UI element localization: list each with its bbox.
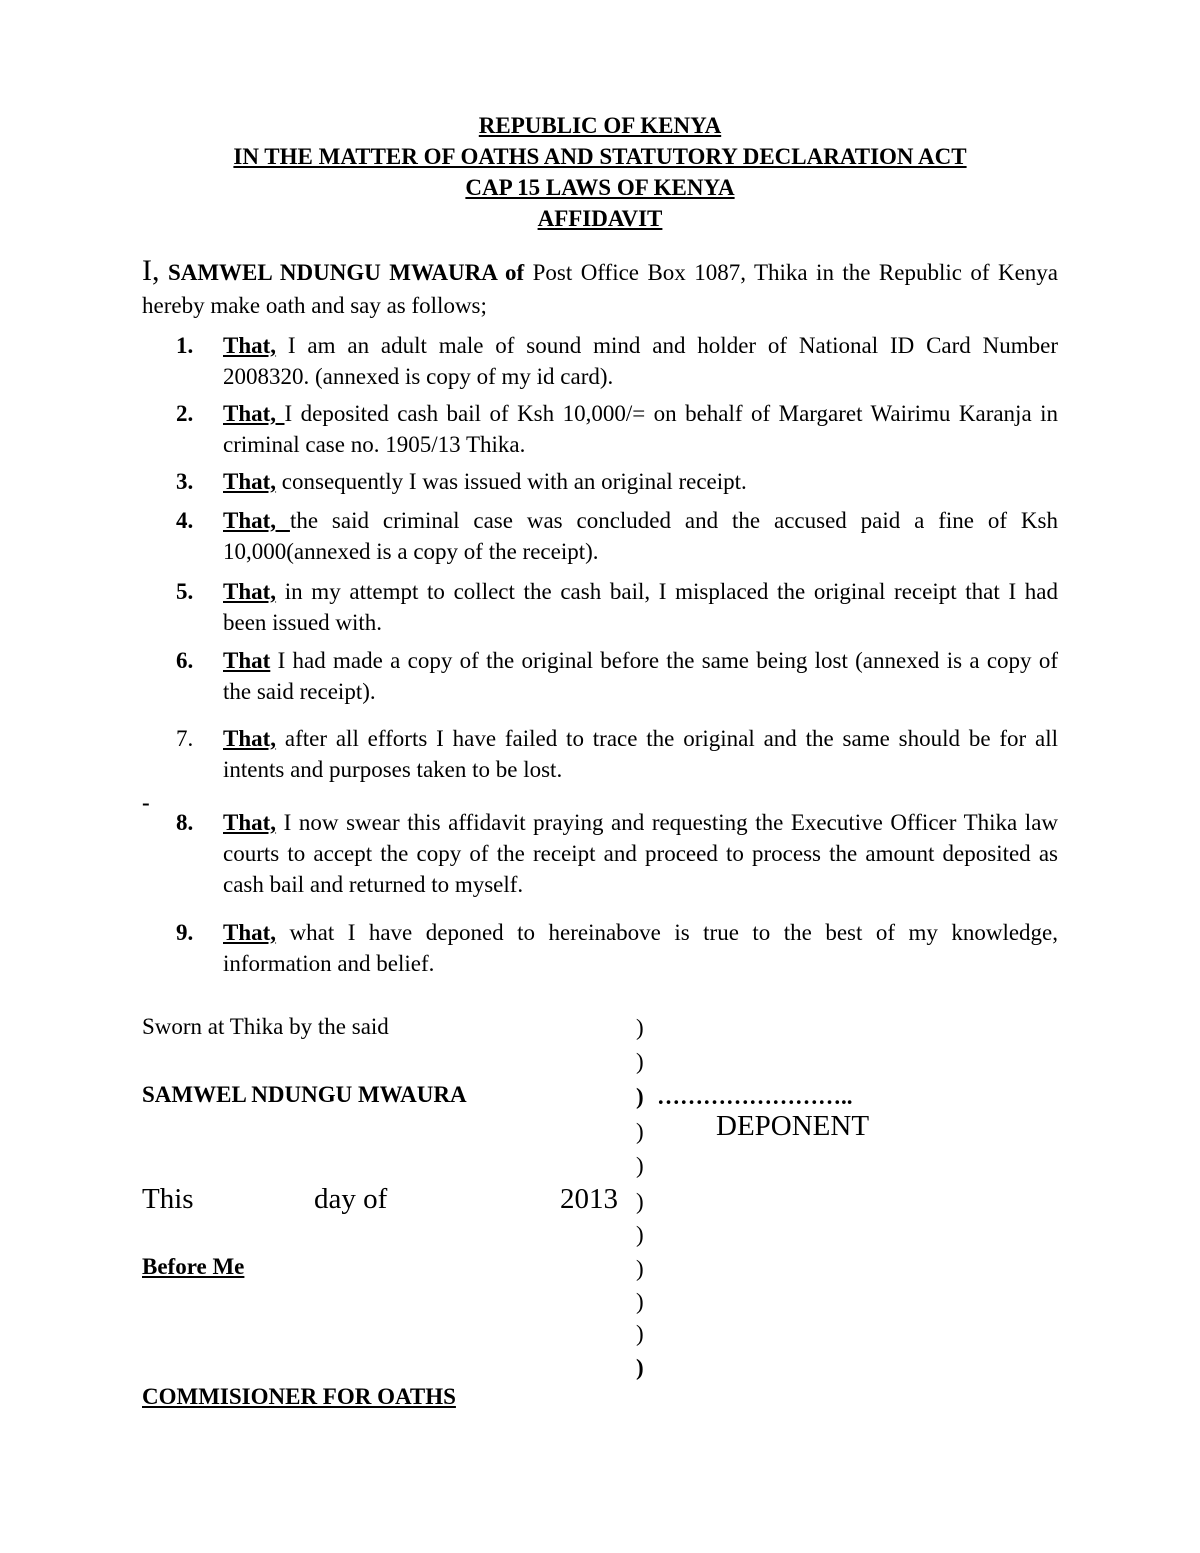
paragraph-number: 5. (176, 579, 194, 604)
paragraph-7 (142, 723, 1058, 785)
paragraph-3 (142, 466, 1058, 497)
paragraph-6 (142, 645, 1058, 707)
bracket-4: ) (636, 1119, 644, 1144)
heading-cap: CAP 15 LAWS OF KENYA (465, 175, 735, 200)
paragraph-text: after all efforts I have failed to trace the original and the same should be for all intents and purposes taken to be lost. (223, 726, 1059, 782)
paragraph-lead: That, (223, 333, 277, 358)
paragraph-text: what I have deponed to hereinabove is true to the best of my knowledge, information and belief. (223, 920, 1059, 976)
heading-republic: REPUBLIC OF KENYA (478, 113, 722, 138)
paragraph-lead: That, (223, 401, 285, 426)
paragraph-number: 9. (176, 920, 194, 945)
sworn-at-text: Sworn at Thika by the said (142, 1014, 389, 1039)
bracket-10: ) (636, 1321, 644, 1346)
paragraph-lead: That, (223, 579, 277, 604)
paragraph-number: 7. (176, 726, 194, 751)
bracket-11: ) (636, 1355, 644, 1380)
paragraph-number: 6. (176, 648, 194, 673)
intro-text: Post Office Box 1087, Thika in the Republic of Kenya hereby make oath and say as follows; (142, 260, 1059, 318)
before-me-label: Before Me (142, 1254, 245, 1279)
bracket-1: ) (636, 1015, 644, 1040)
paragraph-lead: That (223, 648, 271, 673)
paragraph-text: I deposited cash bail of Ksh 10,000/= on behalf of Margaret Wairimu Karanja in criminal case no. 1905/13 Thika. (223, 401, 1059, 457)
paragraph-number: 4. (176, 508, 194, 533)
bracket-8: ) (636, 1256, 644, 1281)
heading-affidavit: AFFIDAVIT (537, 206, 663, 231)
date-day-of: day of (314, 1183, 388, 1215)
deponent-name: SAMWEL NDUNGU MWAURA of (167, 260, 525, 285)
paragraph-text: in my attempt to collect the cash bail, I misplaced the original receipt that I had been issued with. (223, 579, 1058, 635)
bracket-5: ) (636, 1153, 644, 1178)
stray-dash: - (142, 790, 150, 815)
paragraph-lead: That, (223, 726, 277, 751)
bracket-6: ) (636, 1189, 644, 1214)
heading-matter: IN THE MATTER OF OATHS AND STATUTORY DECLARATION ACT (233, 144, 967, 169)
paragraph-number: 3. (176, 469, 194, 494)
paragraph-2 (142, 398, 1058, 460)
paragraph-lead: That, (223, 469, 277, 494)
date-year: 2013 (560, 1183, 618, 1215)
paragraph-number: 2. (176, 401, 194, 426)
paragraph-9 (142, 917, 1058, 979)
deponent-label: DEPONENT (716, 1110, 870, 1142)
date-this: This (142, 1183, 194, 1215)
paragraph-number: 8. (176, 810, 194, 835)
signature-dotted-line: …………………….. (657, 1084, 853, 1109)
bracket-3: ) (636, 1084, 644, 1109)
paragraph-number: 1. (176, 333, 194, 358)
paragraph-5 (142, 576, 1058, 638)
signature-name: SAMWEL NDUNGU MWAURA (142, 1082, 467, 1107)
intro-paragraph (142, 254, 1058, 322)
paragraph-lead: That, (223, 810, 277, 835)
paragraph-text: I am an adult male of sound mind and holder of National ID Card Number 2008320. (annexed is copy of my id card). (223, 333, 1059, 389)
paragraph-8 (142, 807, 1058, 900)
commissioner-label: COMMISIONER FOR OATHS (142, 1384, 456, 1409)
paragraph-lead: That, (223, 920, 277, 945)
paragraph-text: consequently I was issued with an original receipt. (281, 469, 747, 494)
bracket-9: ) (636, 1289, 644, 1314)
bracket-2: ) (636, 1049, 644, 1074)
paragraph-1 (142, 330, 1058, 392)
paragraph-text: the said criminal case was concluded and the accused paid a fine of Ksh 10,000(annexed is a copy of the receipt). (223, 508, 1058, 564)
paragraph-text: I now swear this affidavit praying and requesting the Executive Officer Thika law courts to accept the copy of the receipt and proceed to process the amount deposited as cash bail and returned to myself. (223, 810, 1059, 897)
intro-pronoun: I, (142, 254, 160, 287)
paragraph-text: I had made a copy of the original before the same being lost (annexed is a copy of the said receipt). (223, 648, 1059, 704)
bracket-7: ) (636, 1222, 644, 1247)
paragraph-4 (142, 505, 1058, 567)
paragraph-lead: That, (223, 508, 290, 533)
